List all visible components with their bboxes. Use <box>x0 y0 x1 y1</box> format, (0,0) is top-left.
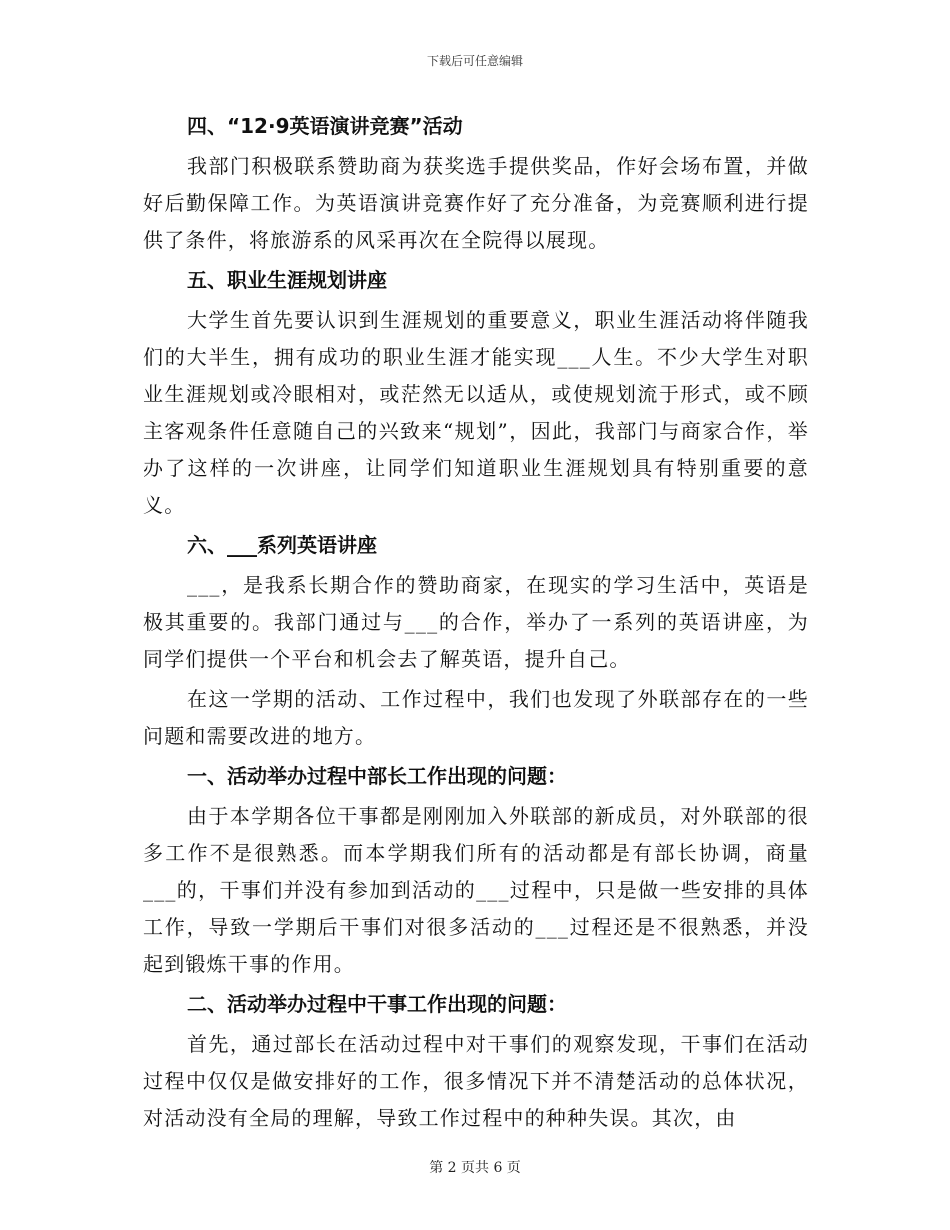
paragraph: 大学生首先要认识到生涯规划的重要意义，职业生涯活动将伴随我们的大半生，拥有成功的职业生涯才能实现___人生。不少大学生对职业生涯规划或冷眼相对，或茫然无以适从，或使规划流于形式，或不顾主客观条件任意随自己的兴致来“规划”，因此，我部门与商家合作，举办了这样的一次讲座，让同学们知道职业生涯规划具有特别重要的意义。 <box>143 308 809 517</box>
page-header: 下载后可任意编辑 <box>426 54 523 68</box>
paragraph: 由于本学期各位干事都是刚刚加入外联部的新成员，对外联部的很多工作不是很熟悉。而本学期我们所有的活动都是有部长协调，商量___的，干事们并没有参加到活动的___过程中，只是做一些安排的具体工作，导致一学期后干事们对很多活动的___过程还是不很熟悉，并没起到锻炼干事的作用。 <box>143 804 809 976</box>
problem-heading-1: 一、活动举办过程中部长工作出现的问题： <box>187 764 567 788</box>
paragraph: 在这一学期的活动、工作过程中，我们也发现了外联部存在的一些问题和需要改进的地方。 <box>143 687 809 748</box>
document-body <box>143 108 809 1140</box>
section-heading-6: 六、___系列英语讲座 <box>187 533 377 557</box>
paragraph: 首先，通过部长在活动过程中对干事们的观察发现，干事们在活动过程中仅仅是做安排好的工作，很多情况下并不清楚活动的总体状况，对活动没有全局的理解，导致工作过程中的种种失误。其次，由 <box>143 1032 809 1130</box>
section-heading-5: 五、职业生涯规划讲座 <box>187 268 387 292</box>
page-number: 第 2 页共 6 页 <box>429 1160 521 1176</box>
paragraph: ___，是我系长期合作的赞助商家，在现实的学习生活中，英语是极其重要的。我部门通过与___的合作，举办了一系列的英语讲座，为同学们提供一个平台和机会去了解英语，提升自己。 <box>143 573 809 671</box>
section-heading-4: 四、“12·9英语演讲竞赛”活动 <box>187 114 463 138</box>
problem-heading-2: 二、活动举办过程中干事工作出现的问题： <box>187 992 567 1016</box>
paragraph: 我部门积极联系赞助商为获奖选手提供奖品，作好会场布置，并做好后勤保障工作。为英语演讲竞赛作好了充分准备，为竞赛顺利进行提供了条件，将旅游系的风采再次在全院得以展现。 <box>143 154 809 252</box>
